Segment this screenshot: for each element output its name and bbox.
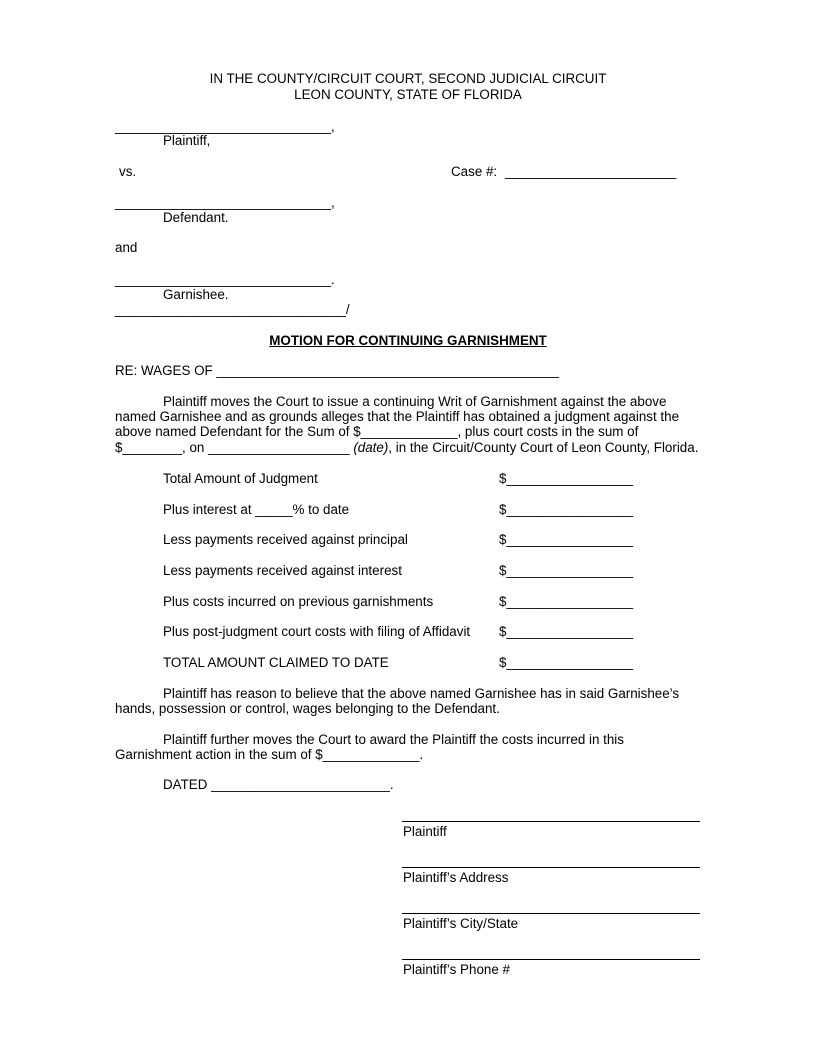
paragraph2-line1: Plaintiff has reason to believe that the above named Garnishee has in said Garnishee’s <box>163 686 680 701</box>
amount-label: Less payments received against principal <box>163 532 408 547</box>
paragraph1-line2: named Garnishee and as grounds alleges that the Plaintiff has obtained a judgment against the <box>115 409 680 424</box>
amount-blank[interactable]: $_________________ <box>499 594 634 609</box>
amount-blank[interactable]: $_________________ <box>499 471 634 486</box>
signature-address-label: Plaintiff’s Address <box>403 870 509 885</box>
signature-phone-label: Plaintiff’s Phone # <box>403 962 510 977</box>
caption-closing-line: _______________________________/ <box>115 302 350 317</box>
garnishee-name-blank[interactable]: _____________________________. <box>115 272 335 287</box>
amount-blank[interactable]: $_________________ <box>499 532 634 547</box>
document-title: MOTION FOR CONTINUING GARNISHMENT <box>269 333 547 348</box>
signature-line[interactable] <box>402 821 700 822</box>
paragraph1-line4-start: $________, on ___________________ <box>115 440 354 455</box>
amount-label: TOTAL AMOUNT CLAIMED TO DATE <box>163 655 389 670</box>
paragraph1-line3: above named Defendant for the Sum of $_____________, plus court costs in the sum of <box>115 424 639 439</box>
court-header-line2: LEON COUNTY, STATE OF FLORIDA <box>294 87 522 102</box>
amount-label: Plus post-judgment court costs with filing of Affidavit <box>163 624 471 639</box>
address-line[interactable] <box>402 867 700 868</box>
plaintiff-name-blank[interactable]: _____________________________, <box>115 119 335 134</box>
dated-line[interactable]: DATED ________________________. <box>163 777 394 792</box>
date-italic: (date) <box>353 440 389 455</box>
paragraph3-line2[interactable]: Garnishment action in the sum of $_____________. <box>115 747 424 762</box>
garnishee-label: Garnishee. <box>163 287 229 302</box>
signature-city-state-label: Plaintiff’s City/State <box>403 916 519 931</box>
re-wages-line[interactable]: RE: WAGES OF ______________________________________________ <box>115 363 560 378</box>
paragraph1-line4-end: , in the Circuit/County Court of Leon County, Florida. <box>388 440 699 455</box>
plaintiff-label: Plaintiff, <box>163 133 211 148</box>
paragraph1-line4 <box>115 440 698 455</box>
case-number-label: Case #: <box>451 164 498 179</box>
paragraph1-line1: Plaintiff moves the Court to issue a continuing Writ of Garnishment against the above <box>163 394 667 409</box>
signature-plaintiff-label: Plaintiff <box>403 824 447 839</box>
paragraph3-line1: Plaintiff further moves the Court to award the Plaintiff the costs incurred in this <box>163 732 624 747</box>
paragraph2-line2: hands, possession or control, wages belonging to the Defendant. <box>115 701 500 716</box>
defendant-label: Defendant. <box>163 210 229 225</box>
case-number-blank[interactable]: _______________________ <box>505 164 677 179</box>
amount-label: Less payments received against interest <box>163 563 402 578</box>
amount-blank[interactable]: $_________________ <box>499 502 634 517</box>
amount-blank[interactable]: $_________________ <box>499 655 634 670</box>
amount-label: Plus interest at _____% to date <box>163 502 350 517</box>
amount-label: Plus costs incurred on previous garnishments <box>163 594 434 609</box>
defendant-name-blank[interactable]: _____________________________, <box>115 195 335 210</box>
amount-blank[interactable]: $_________________ <box>499 624 634 639</box>
city-state-line[interactable] <box>402 913 700 914</box>
and-label: and <box>115 240 138 255</box>
amount-blank[interactable]: $_________________ <box>499 563 634 578</box>
court-header-line1: IN THE COUNTY/CIRCUIT COURT, SECOND JUDICIAL CIRCUIT <box>209 71 607 86</box>
phone-line[interactable] <box>402 959 700 960</box>
versus-label: vs. <box>119 164 137 179</box>
amount-label: Total Amount of Judgment <box>163 471 318 486</box>
